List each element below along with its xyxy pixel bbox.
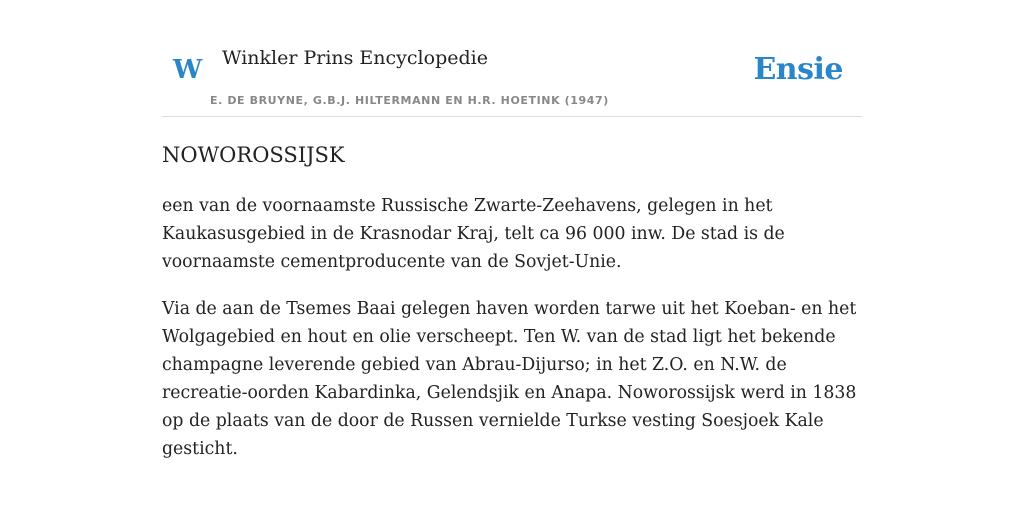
article bbox=[162, 138, 862, 482]
source-authors: E. DE BRUYNE, G.B.J. HILTERMANN EN H.R. HOETINK (1947) bbox=[210, 94, 609, 107]
article-paragraph: een van de voornaamste Russische Zwarte-Zeehavens, gelegen in het Kaukasusgebied in de Krasnodar Kraj, telt ca 96 000 inw. De stad is de voornaamste cementproducente van de Sovjet-Unie. bbox=[162, 196, 785, 272]
ensie-logo[interactable]: Ensie bbox=[753, 52, 843, 87]
article-paragraph: Via de aan de Tsemes Baai gelegen haven worden tarwe uit het Koeban- en het Wolgagebied en hout en olie verscheept. Ten W. van de stad ligt het bekende champagne leverende gebied van Abrau-Dijurso; in het Z.O. en N.W. de recreatie-oorden Kabardinka, Gelendsjik en Anapa. Noworossijsk werd in 1838 op de plaats van de door de Russen vernielde Turkse vesting Soesjoek Kale gesticht. bbox=[162, 299, 857, 459]
source-logo-icon[interactable]: W bbox=[173, 55, 203, 85]
source-header bbox=[162, 0, 862, 117]
source-title[interactable]: Winkler Prins Encyclopedie bbox=[222, 47, 488, 69]
article-headword: NOWOROSSIJSK bbox=[162, 143, 345, 167]
